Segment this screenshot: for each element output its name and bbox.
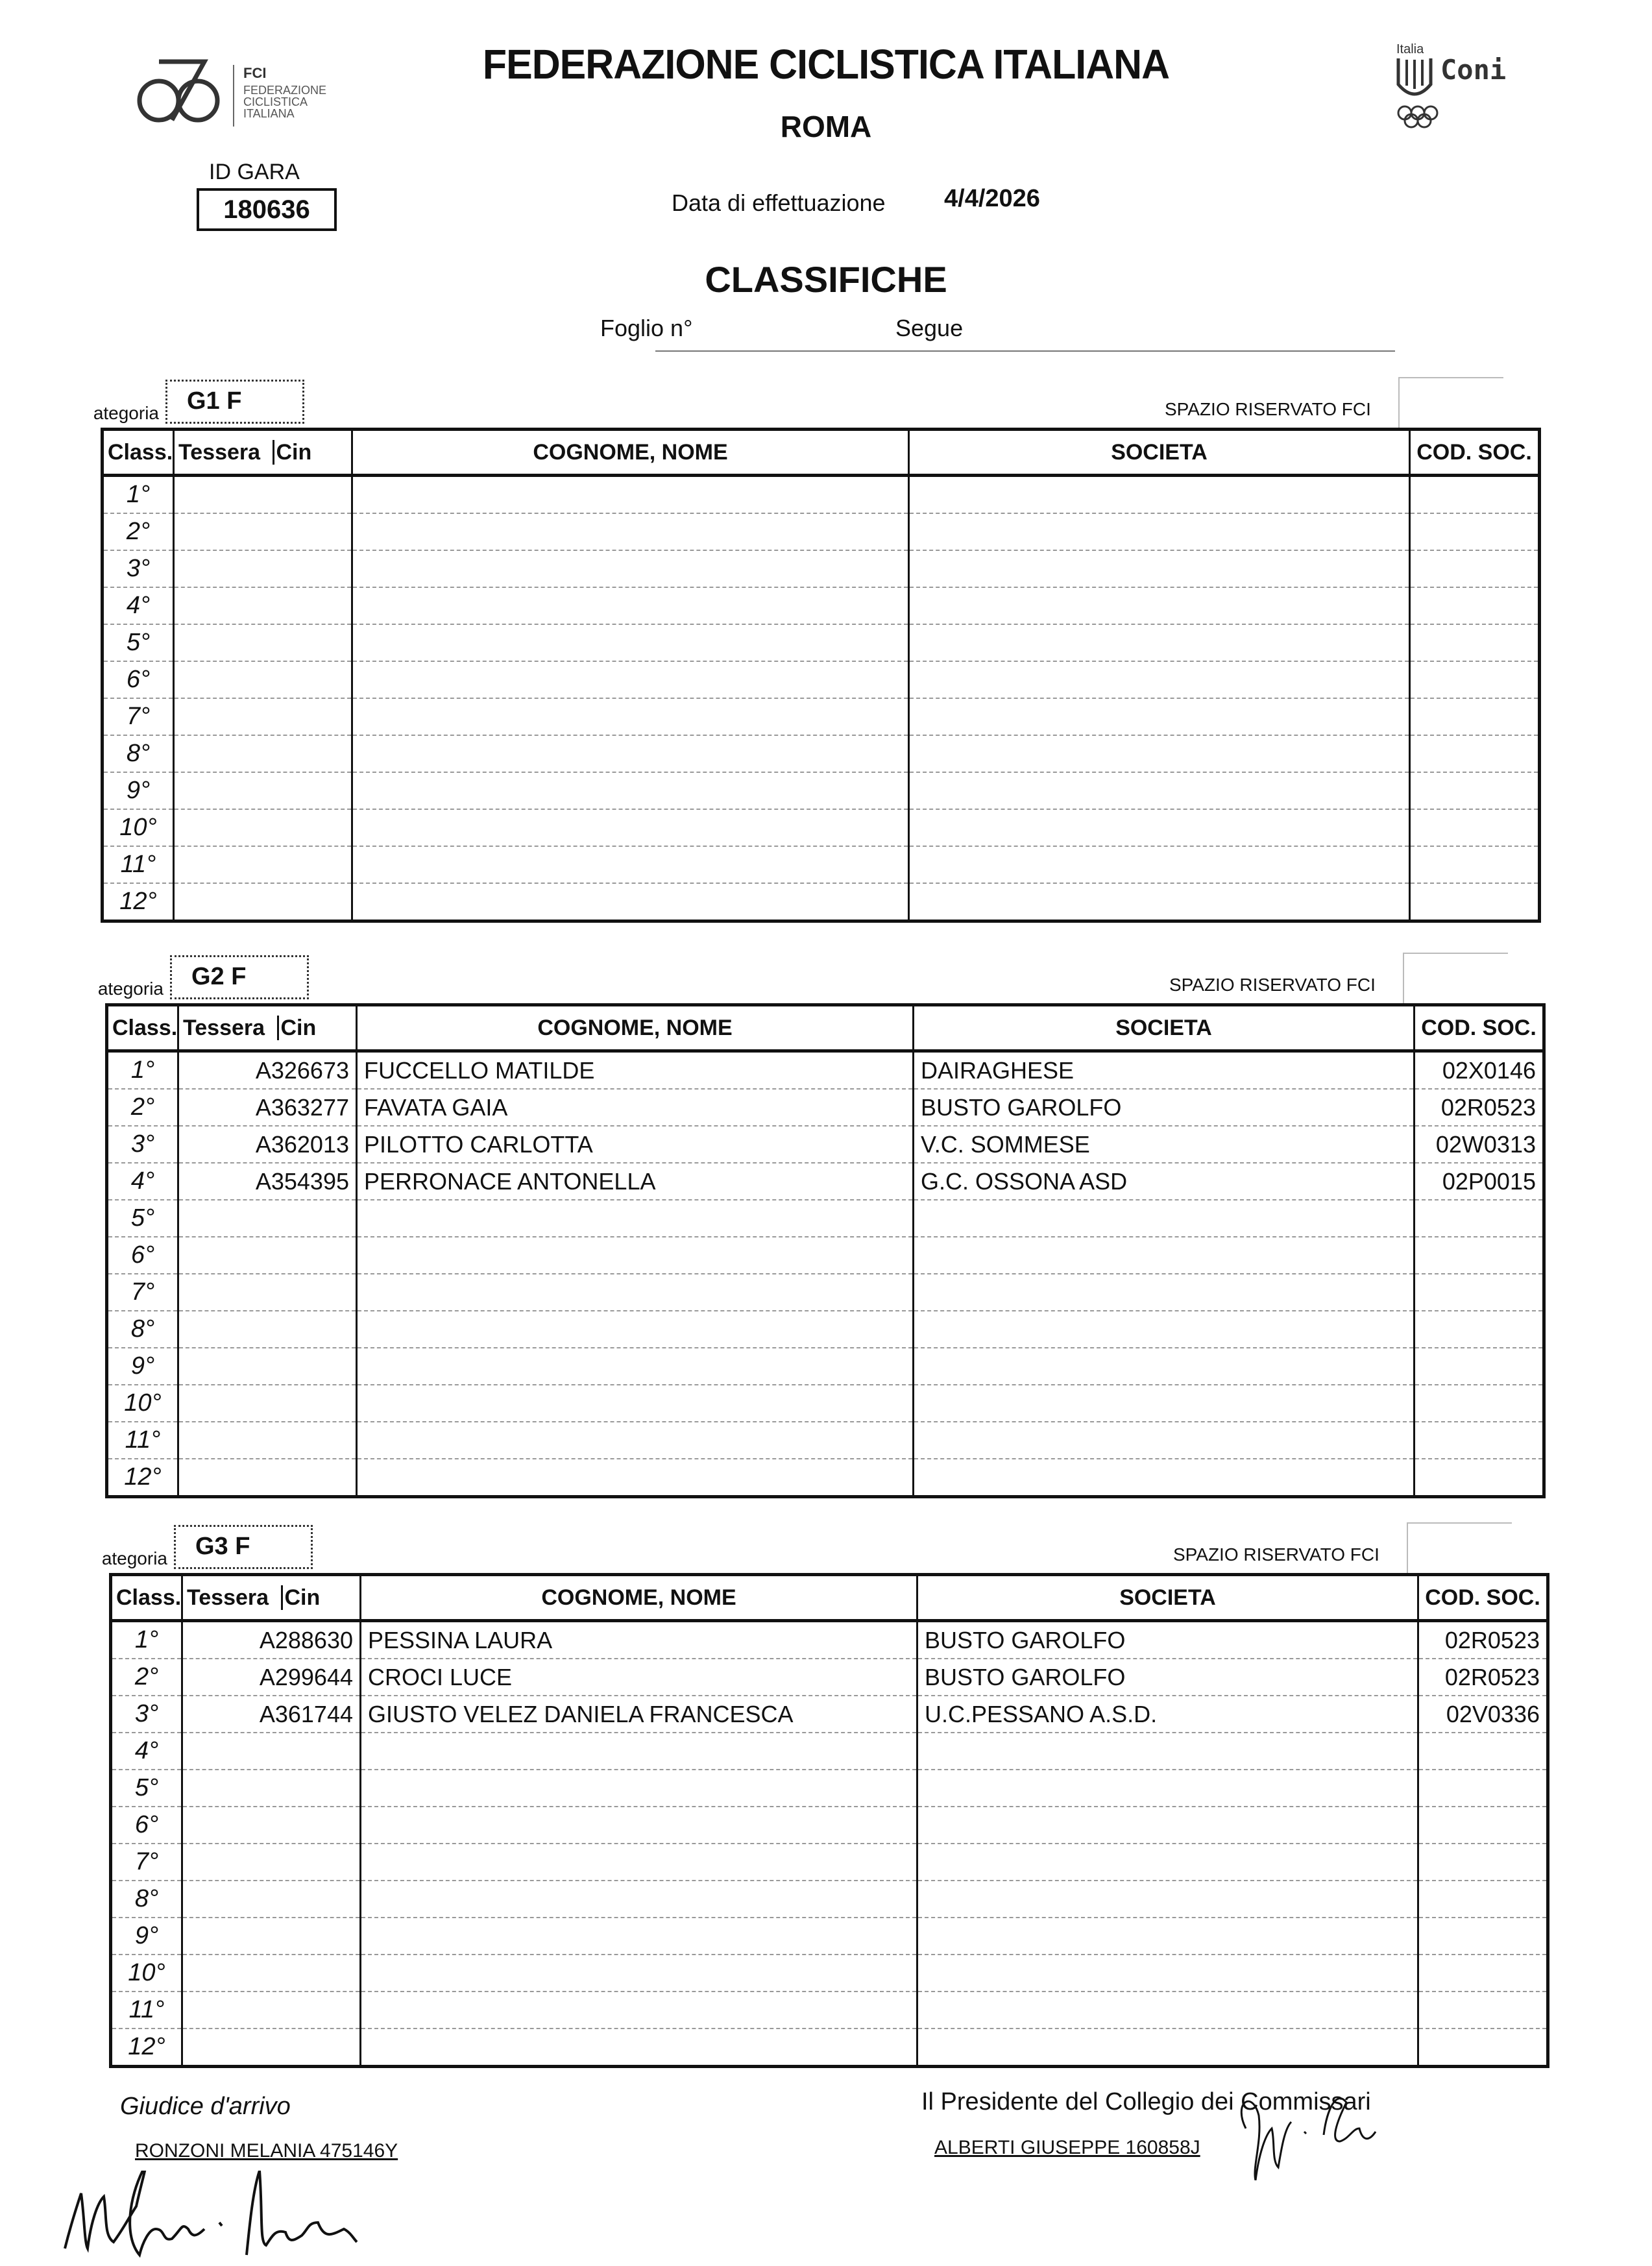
cod-soc <box>1410 735 1540 772</box>
cod-soc <box>1410 772 1540 809</box>
position: 11° <box>103 846 174 883</box>
table-row <box>111 1621 1548 1659</box>
table-row <box>111 1770 1548 1807</box>
tessera <box>178 1311 357 1348</box>
position: 1° <box>111 1621 182 1659</box>
cognome-nome <box>352 624 909 661</box>
position: 3° <box>111 1696 182 1733</box>
fci-reserved-box <box>1398 377 1503 429</box>
societa <box>914 1200 1415 1237</box>
societa <box>917 1807 1418 1844</box>
societa: BUSTO GAROLFO <box>917 1621 1418 1659</box>
cognome-nome: FAVATA GAIA <box>357 1089 914 1126</box>
table-row <box>107 1385 1544 1422</box>
cod-soc: 02P0015 <box>1415 1163 1544 1200</box>
cognome-nome <box>357 1311 914 1348</box>
col-societa: SOCIETA <box>914 1005 1415 1051</box>
societa <box>914 1237 1415 1274</box>
tessera <box>182 2028 361 2067</box>
col-cin: Cin <box>273 440 311 465</box>
cod-soc <box>1418 1881 1548 1918</box>
svg-text:Italia: Italia <box>1396 42 1424 56</box>
presidente-label: Il Presidente del Collegio dei Commissari <box>921 2088 1371 2115</box>
societa: BUSTO GAROLFO <box>914 1089 1415 1126</box>
cognome-nome <box>352 883 909 921</box>
position: 9° <box>111 1918 182 1955</box>
city: ROMA <box>780 110 872 143</box>
societa <box>909 772 1410 809</box>
cognome-nome <box>352 587 909 624</box>
table-row <box>103 513 1540 550</box>
table-row <box>103 698 1540 735</box>
position: 6° <box>103 661 174 698</box>
table-header <box>111 1575 1548 1621</box>
position: 5° <box>111 1770 182 1807</box>
cod-soc <box>1410 624 1540 661</box>
position: 8° <box>111 1881 182 1918</box>
federation-title: FEDERAZIONE CICLISTICA ITALIANA <box>482 41 1170 88</box>
table-row <box>111 2028 1548 2067</box>
cod-soc <box>1410 513 1540 550</box>
cod-soc <box>1415 1200 1544 1237</box>
societa <box>917 1844 1418 1881</box>
cognome-nome <box>352 513 909 550</box>
categoria-value: G3 F <box>174 1525 313 1569</box>
table-row <box>103 550 1540 587</box>
societa <box>909 587 1410 624</box>
col-tessera-label: Tessera <box>178 439 261 465</box>
cognome-nome <box>361 1881 917 1918</box>
cod-soc <box>1410 698 1540 735</box>
tessera <box>174 698 352 735</box>
col-class: Class. <box>103 430 174 476</box>
tessera <box>174 661 352 698</box>
table-row <box>107 1200 1544 1237</box>
col-class: Class. <box>111 1575 182 1621</box>
position: 9° <box>107 1348 178 1385</box>
table-row <box>111 1807 1548 1844</box>
svg-text:ITALIANA: ITALIANA <box>243 107 295 120</box>
position: 7° <box>103 698 174 735</box>
position: 5° <box>107 1200 178 1237</box>
societa <box>917 1770 1418 1807</box>
cognome-nome <box>361 1807 917 1844</box>
categoria-value: G1 F <box>165 380 304 424</box>
table-row <box>111 1659 1548 1696</box>
col-nome: COGNOME, NOME <box>352 430 909 476</box>
tessera <box>182 1844 361 1881</box>
societa <box>914 1459 1415 1497</box>
cognome-nome <box>361 1918 917 1955</box>
cognome-nome <box>357 1422 914 1459</box>
col-cod-soc: COD. SOC. <box>1415 1005 1544 1051</box>
position: 3° <box>103 550 174 587</box>
col-cin: Cin <box>281 1585 320 1610</box>
position: 7° <box>107 1274 178 1311</box>
cod-soc <box>1418 1992 1548 2028</box>
tessera <box>182 1770 361 1807</box>
col-tessera <box>174 430 352 476</box>
fci-reserved-box <box>1403 953 1508 1005</box>
col-tessera-label: Tessera <box>187 1585 269 1610</box>
table-row <box>107 1311 1544 1348</box>
table-row <box>111 1992 1548 2028</box>
tessera <box>174 846 352 883</box>
tessera: A362013 <box>178 1126 357 1163</box>
table-row <box>107 1089 1544 1126</box>
table-row <box>107 1422 1544 1459</box>
societa: U.C.PESSANO A.S.D. <box>917 1696 1418 1733</box>
tessera <box>174 883 352 921</box>
section-title: CLASSIFICHE <box>705 259 947 300</box>
cod-soc <box>1415 1348 1544 1385</box>
tessera: A288630 <box>182 1621 361 1659</box>
cod-soc <box>1418 1918 1548 1955</box>
cognome-nome: GIUSTO VELEZ DANIELA FRANCESCA <box>361 1696 917 1733</box>
cod-soc <box>1415 1274 1544 1311</box>
spazio-riservato-label: SPAZIO RISERVATO FCI <box>1173 1544 1379 1565</box>
id-gara-value: 180636 <box>197 188 337 231</box>
cognome-nome <box>357 1459 914 1497</box>
cognome-nome <box>357 1348 914 1385</box>
table-header <box>103 430 1540 476</box>
cognome-nome <box>357 1200 914 1237</box>
cod-soc: 02R0523 <box>1415 1089 1544 1126</box>
societa <box>914 1311 1415 1348</box>
svg-text:Coni: Coni <box>1440 54 1507 86</box>
tessera: A363277 <box>178 1089 357 1126</box>
position: 11° <box>107 1422 178 1459</box>
cod-soc <box>1418 1844 1548 1881</box>
position: 10° <box>111 1955 182 1992</box>
cognome-nome <box>352 735 909 772</box>
cod-soc: 02V0336 <box>1418 1696 1548 1733</box>
table-row <box>103 846 1540 883</box>
cognome-nome <box>361 1770 917 1807</box>
position: 9° <box>103 772 174 809</box>
cognome-nome: PILOTTO CARLOTTA <box>357 1126 914 1163</box>
societa <box>917 2028 1418 2067</box>
tessera <box>174 809 352 846</box>
cod-soc <box>1410 550 1540 587</box>
societa <box>914 1385 1415 1422</box>
cod-soc: 02X0146 <box>1415 1051 1544 1090</box>
id-gara-label: ID GARA <box>209 160 300 184</box>
societa: DAIRAGHESE <box>914 1051 1415 1090</box>
societa <box>909 476 1410 514</box>
svg-text:FCI: FCI <box>243 65 267 81</box>
tessera <box>178 1200 357 1237</box>
spazio-riservato-label: SPAZIO RISERVATO FCI <box>1169 975 1376 995</box>
cod-soc <box>1410 476 1540 514</box>
cod-soc <box>1418 1955 1548 1992</box>
tessera: A354395 <box>178 1163 357 1200</box>
position: 12° <box>103 883 174 921</box>
cognome-nome <box>361 1992 917 2028</box>
giudice-signature <box>52 2171 571 2261</box>
table-row <box>111 1696 1548 1733</box>
date-value: 4/4/2026 <box>944 185 1040 212</box>
position: 11° <box>111 1992 182 2028</box>
position: 6° <box>111 1807 182 1844</box>
tessera <box>182 1992 361 2028</box>
societa: V.C. SOMMESE <box>914 1126 1415 1163</box>
segue-label: Segue <box>895 315 964 341</box>
tessera <box>174 772 352 809</box>
table-row <box>107 1163 1544 1200</box>
tessera <box>174 476 352 514</box>
societa <box>909 624 1410 661</box>
col-nome: COGNOME, NOME <box>361 1575 917 1621</box>
ranking-table <box>105 1003 1546 1498</box>
svg-text:FEDERAZIONE: FEDERAZIONE <box>243 84 327 97</box>
societa <box>909 513 1410 550</box>
position: 4° <box>107 1163 178 1200</box>
tessera <box>178 1348 357 1385</box>
position: 8° <box>107 1311 178 1348</box>
tessera <box>174 624 352 661</box>
position: 12° <box>111 2028 182 2067</box>
cod-soc: 02W0313 <box>1415 1126 1544 1163</box>
col-tessera <box>178 1005 357 1051</box>
tessera <box>182 1807 361 1844</box>
col-tessera-label: Tessera <box>183 1015 265 1040</box>
tessera <box>178 1385 357 1422</box>
position: 4° <box>103 587 174 624</box>
cod-soc <box>1418 1733 1548 1770</box>
position: 12° <box>107 1459 178 1497</box>
table-row <box>103 624 1540 661</box>
col-societa: SOCIETA <box>917 1575 1418 1621</box>
col-societa: SOCIETA <box>909 430 1410 476</box>
cod-soc <box>1410 661 1540 698</box>
cod-soc <box>1415 1459 1544 1497</box>
position: 10° <box>103 809 174 846</box>
tessera: A326673 <box>178 1051 357 1090</box>
table-row <box>107 1348 1544 1385</box>
table-row <box>103 735 1540 772</box>
cognome-nome <box>352 846 909 883</box>
societa <box>909 661 1410 698</box>
cod-soc <box>1415 1311 1544 1348</box>
table-row <box>111 1733 1548 1770</box>
cod-soc <box>1410 587 1540 624</box>
categoria-label: ategoria <box>101 1548 167 1568</box>
societa <box>909 809 1410 846</box>
cod-soc <box>1415 1422 1544 1459</box>
cognome-nome: FUCCELLO MATILDE <box>357 1051 914 1090</box>
tessera <box>174 550 352 587</box>
tessera: A361744 <box>182 1696 361 1733</box>
cognome-nome <box>361 2028 917 2067</box>
tessera <box>178 1422 357 1459</box>
societa <box>917 1918 1418 1955</box>
societa: BUSTO GAROLFO <box>917 1659 1418 1696</box>
position: 6° <box>107 1237 178 1274</box>
categoria-label: ategoria <box>93 403 159 423</box>
tessera: A299644 <box>182 1659 361 1696</box>
tessera <box>174 735 352 772</box>
categoria-label: ategoria <box>97 979 164 999</box>
position: 3° <box>107 1126 178 1163</box>
col-cod-soc: COD. SOC. <box>1410 430 1540 476</box>
cognome-nome <box>361 1733 917 1770</box>
presidente-signature <box>1233 2083 1460 2180</box>
table-row <box>107 1237 1544 1274</box>
table-row <box>107 1274 1544 1311</box>
col-class: Class. <box>107 1005 178 1051</box>
position: 5° <box>103 624 174 661</box>
table-row <box>107 1126 1544 1163</box>
societa <box>914 1348 1415 1385</box>
ranking-table <box>101 428 1541 923</box>
table-row <box>103 772 1540 809</box>
cod-soc <box>1418 2028 1548 2067</box>
position: 8° <box>103 735 174 772</box>
societa <box>914 1422 1415 1459</box>
giudice-name: RONZONI MELANIA 475146Y <box>135 2140 398 2162</box>
tessera <box>182 1733 361 1770</box>
cognome-nome <box>361 1955 917 1992</box>
cognome-nome <box>352 661 909 698</box>
table-row <box>103 476 1540 514</box>
table-row <box>103 587 1540 624</box>
categoria-value: G2 F <box>170 955 309 999</box>
tessera <box>182 1955 361 1992</box>
cognome-nome <box>352 772 909 809</box>
cognome-nome <box>352 550 909 587</box>
cognome-nome <box>352 698 909 735</box>
cognome-nome: PERRONACE ANTONELLA <box>357 1163 914 1200</box>
tessera <box>182 1881 361 1918</box>
cognome-nome: PESSINA LAURA <box>361 1621 917 1659</box>
table-header <box>107 1005 1544 1051</box>
table-row <box>111 1918 1548 1955</box>
cognome-nome <box>357 1274 914 1311</box>
tessera <box>174 587 352 624</box>
date-label: Data di effettuazione <box>672 189 886 216</box>
cod-soc <box>1410 883 1540 921</box>
table-row <box>111 1844 1548 1881</box>
presidente-name: ALBERTI GIUSEPPE 160858J <box>934 2137 1200 2158</box>
table-row <box>111 1881 1548 1918</box>
societa <box>917 1955 1418 1992</box>
cognome-nome <box>352 476 909 514</box>
societa <box>917 1881 1418 1918</box>
societa <box>909 883 1410 921</box>
position: 10° <box>107 1385 178 1422</box>
position: 2° <box>111 1659 182 1696</box>
foglio-label: Foglio n° <box>600 315 693 341</box>
position: 1° <box>103 476 174 514</box>
col-tessera <box>182 1575 361 1621</box>
tessera <box>178 1237 357 1274</box>
position: 2° <box>103 513 174 550</box>
svg-text:CICLISTICA: CICLISTICA <box>243 95 308 108</box>
tessera <box>178 1459 357 1497</box>
societa <box>909 698 1410 735</box>
tessera <box>182 1918 361 1955</box>
cognome-nome <box>357 1385 914 1422</box>
position: 7° <box>111 1844 182 1881</box>
societa <box>917 1992 1418 2028</box>
cod-soc <box>1410 809 1540 846</box>
position: 2° <box>107 1089 178 1126</box>
col-cod-soc: COD. SOC. <box>1418 1575 1548 1621</box>
table-row <box>107 1459 1544 1497</box>
position: 1° <box>107 1051 178 1090</box>
fci-reserved-box <box>1407 1522 1512 1574</box>
cognome-nome <box>357 1237 914 1274</box>
table-row <box>103 883 1540 921</box>
cognome-nome <box>361 1844 917 1881</box>
tessera <box>174 513 352 550</box>
cognome-nome <box>352 809 909 846</box>
table-row <box>111 1955 1548 1992</box>
societa <box>909 846 1410 883</box>
table-row <box>107 1051 1544 1090</box>
cod-soc <box>1415 1385 1544 1422</box>
societa <box>909 550 1410 587</box>
societa: G.C. OSSONA ASD <box>914 1163 1415 1200</box>
col-nome: COGNOME, NOME <box>357 1005 914 1051</box>
societa <box>914 1274 1415 1311</box>
cod-soc: 02R0523 <box>1418 1621 1548 1659</box>
giudice-label: Giudice d'arrivo <box>120 2093 291 2120</box>
col-cin: Cin <box>277 1016 316 1040</box>
ranking-table <box>109 1573 1549 2068</box>
cognome-nome: CROCI LUCE <box>361 1659 917 1696</box>
societa <box>909 735 1410 772</box>
cod-soc <box>1418 1807 1548 1844</box>
divider <box>655 350 1395 352</box>
cod-soc: 02R0523 <box>1418 1659 1548 1696</box>
societa <box>917 1733 1418 1770</box>
table-row <box>103 809 1540 846</box>
table-row <box>103 661 1540 698</box>
tessera <box>178 1274 357 1311</box>
cod-soc <box>1410 846 1540 883</box>
cod-soc <box>1418 1770 1548 1807</box>
position: 4° <box>111 1733 182 1770</box>
spazio-riservato-label: SPAZIO RISERVATO FCI <box>1165 399 1371 419</box>
cod-soc <box>1415 1237 1544 1274</box>
